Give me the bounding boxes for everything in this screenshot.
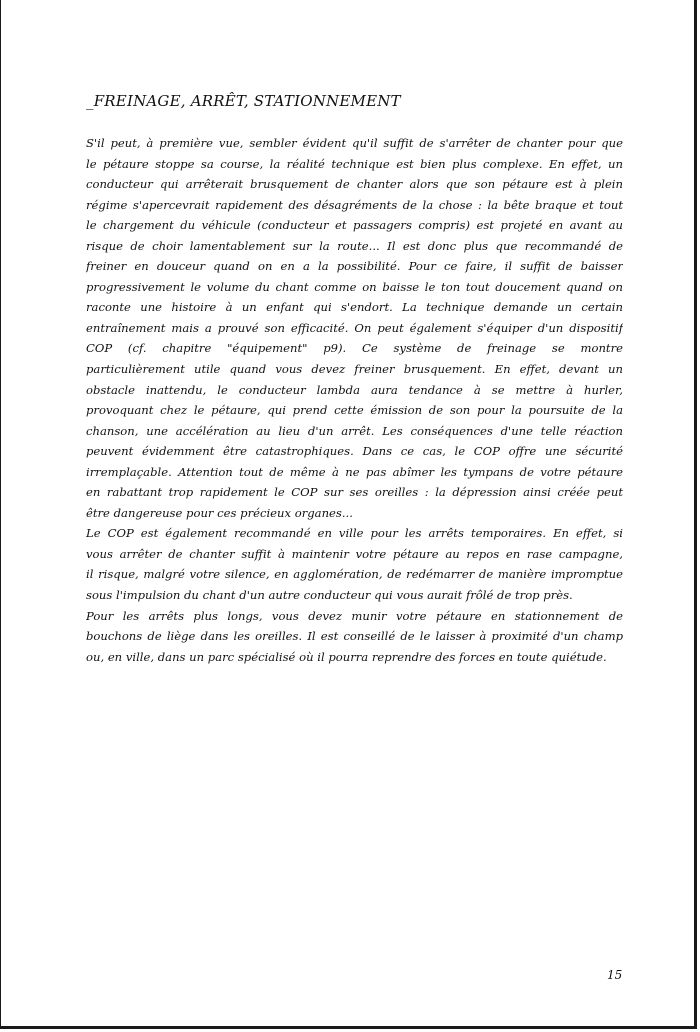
text-line: freiner en douceur quand on en a la possibilité. Pour ce faire, il suffit de baisser xyxy=(86,259,623,274)
text-line: progressivement le volume du chant comme on baisse le ton tout doucement quand on xyxy=(86,279,623,294)
text-line: S'il peut, à première vue, sembler évident qu'il suffit de s'arrêter de chanter pour que xyxy=(86,136,623,150)
text-line: le chargement du véhicule (conducteur et passagers compris) est projeté en avant au xyxy=(86,218,623,233)
page-number: 15 xyxy=(607,968,623,982)
text-line: obstacle inattendu, le conducteur lambda aura tendance à se mettre à hurler, xyxy=(86,382,623,397)
text-line: ou, en ville, dans un parc spécialisé où il pourra reprendre des forces en toute quiétude. xyxy=(86,649,607,664)
text-line: COP (cf. chapitre "équipement" p9). Ce système de freinage se montre xyxy=(86,341,623,356)
text-line: chanson, une accélération au lieu d'un arrêt. Les conséquences d'une telle réaction xyxy=(86,423,623,438)
text-line: provoquant chez le pétaure, qui prend cette émission de son pour la poursuite de la xyxy=(86,403,623,418)
text-line: Pour les arrêts plus longs, vous devez munir votre pétaure en stationnement de xyxy=(86,608,623,623)
text-line: vous arrêter de chanter suffit à maintenir votre pétaure au repos en rase campagne, xyxy=(86,546,623,561)
text-line: irremplaçable. Attention tout de même à ne pas abîmer les tympans de votre pétaure xyxy=(86,464,623,479)
text-line: particulièrement utile quand vous devez freiner brusquement. En effet, devant un xyxy=(86,362,623,377)
text-line: raconte une histoire à un enfant qui s'endort. La technique demande un certain xyxy=(86,300,623,315)
text-line: il risque, malgré votre silence, en agglomération, de redémarrer de manière impromptue xyxy=(86,567,623,582)
text-line: Le COP est également recommandé en ville pour les arrêts temporaires. En effet, si xyxy=(86,526,623,541)
text-line: le pétaure stoppe sa course, la réalité technique est bien plus complexe. En effet, un xyxy=(86,156,623,171)
text-line: peuvent évidemment être catastrophiques. Dans ce cas, le COP offre une sécurité xyxy=(86,444,623,459)
text-line: bouchons de liège dans les oreilles. Il est conseillé de le laisser à proximité d'un champ xyxy=(86,629,623,644)
section-title: _FREINAGE, ARRÊT, STATIONNEMENT xyxy=(86,92,401,110)
text-line: entraînement mais a prouvé son efficacité. On peut également s'équiper d'un dispositif xyxy=(86,320,623,335)
text-line: être dangereuse pour ces précieux organes... xyxy=(86,505,353,520)
text-line: risque de choir lamentablement sur la route... Il est donc plus que recommandé de xyxy=(86,238,623,253)
text-line: conducteur qui arrêterait brusquement de chanter alors que son pétaure est à plein xyxy=(86,177,623,192)
body-text xyxy=(86,133,623,667)
text-line: sous l'impulsion du chant d'un autre conducteur qui vous aurait frôlé de trop près. xyxy=(86,588,573,603)
text-line: en rabattant trop rapidement le COP sur ses oreilles : la dépression ainsi créée peut xyxy=(86,485,623,500)
text-line: régime s'apercevrait rapidement des désagréments de la chose : la bête braque et tout xyxy=(86,197,623,212)
